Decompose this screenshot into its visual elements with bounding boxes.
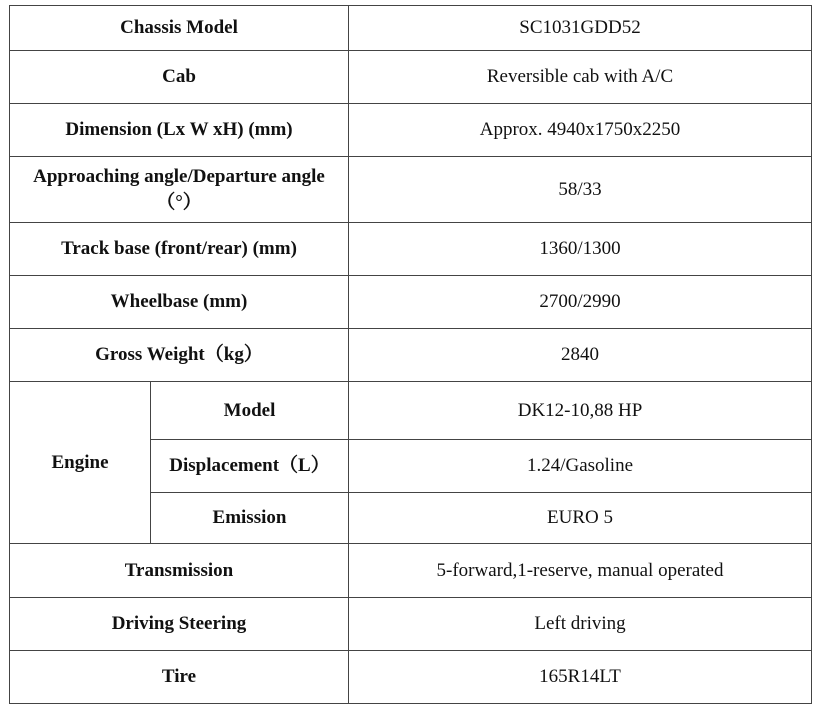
row-value-gross-weight: 2840: [349, 329, 812, 382]
table-row: [10, 6, 812, 51]
engine-sub-label-model: Model: [151, 382, 349, 440]
row-label-track-base: Track base (front/rear) (mm): [10, 223, 349, 276]
row-label-cab: Cab: [10, 51, 349, 104]
engine-sub-value-displacement: 1.24/Gasoline: [349, 440, 812, 493]
table-row: [10, 651, 812, 704]
row-value-wheelbase: 2700/2990: [349, 276, 812, 329]
row-label-transmission: Transmission: [10, 544, 349, 598]
table-row: [10, 544, 812, 598]
table-row: [10, 157, 812, 223]
row-value-approach-angle: 58/33: [349, 157, 812, 223]
engine-sub-value-model: DK12-10,88 HP: [349, 382, 812, 440]
row-value-tire: 165R14LT: [349, 651, 812, 704]
row-value-cab: Reversible cab with A/C: [349, 51, 812, 104]
row-value-chassis-model: SC1031GDD52: [349, 6, 812, 51]
spec-table: [9, 5, 812, 704]
row-value-track-base: 1360/1300: [349, 223, 812, 276]
table-row: [10, 329, 812, 382]
engine-sub-value-emission: EURO 5: [349, 493, 812, 544]
row-label-tire: Tire: [10, 651, 349, 704]
table-row: [10, 598, 812, 651]
row-label-dimension: Dimension (Lx W xH) (mm): [10, 104, 349, 157]
table-row: [10, 223, 812, 276]
row-label-wheelbase: Wheelbase (mm): [10, 276, 349, 329]
engine-sub-label-emission: Emission: [151, 493, 349, 544]
row-label-gross-weight: Gross Weight（kg）: [10, 329, 349, 382]
row-label-chassis-model: Chassis Model: [10, 6, 349, 51]
table-row: [10, 51, 812, 104]
engine-sub-label-displacement: Displacement（L）: [151, 440, 349, 493]
table-row: [10, 104, 812, 157]
row-value-driving-steering: Left driving: [349, 598, 812, 651]
row-label-driving-steering: Driving Steering: [10, 598, 349, 651]
row-value-transmission: 5-forward,1-reserve, manual operated: [349, 544, 812, 598]
table-row: [10, 382, 812, 440]
row-value-dimension: Approx. 4940x1750x2250: [349, 104, 812, 157]
engine-group-label: Engine: [10, 382, 151, 544]
table-row: [10, 276, 812, 329]
row-label-approach-angle: Approaching angle/Departure angle（°）: [10, 157, 349, 223]
